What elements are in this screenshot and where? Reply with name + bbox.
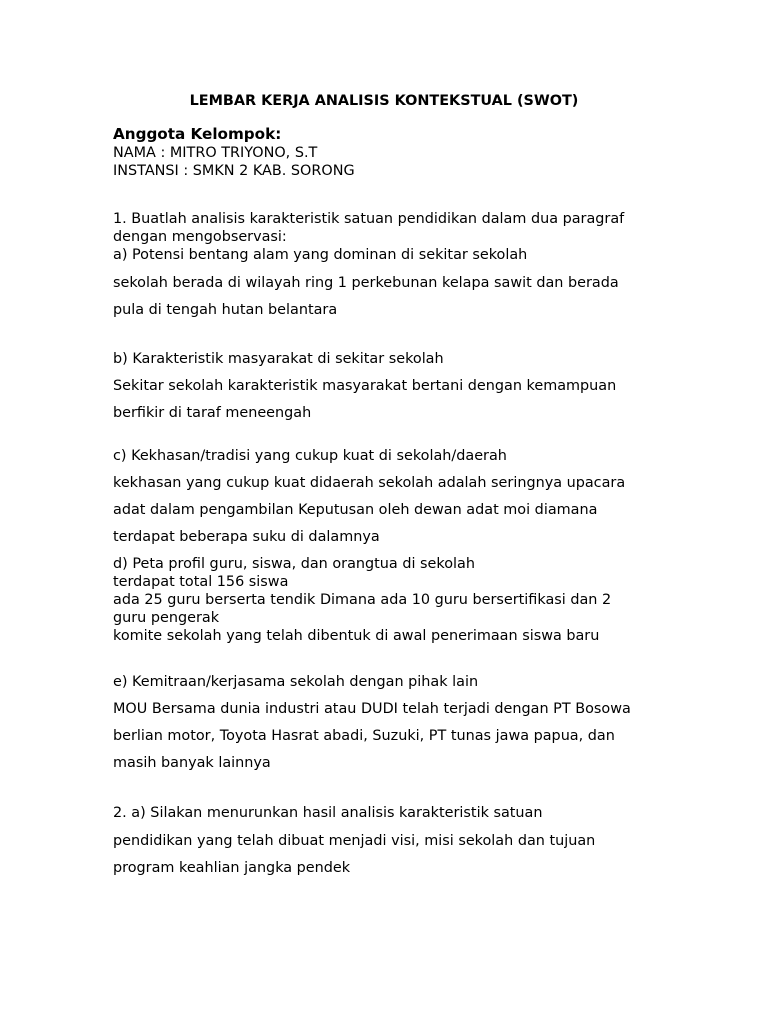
question-2-line-cont: pendidikan yang telah dibuat menjadi visi, misi sekolah dan tujuan bbox=[113, 833, 596, 849]
item-b-answer: Sekitar sekolah karakteristik masyarakat bertani dengan kemampuan bbox=[113, 378, 617, 394]
item-d-answer-cont-3: komite sekolah yang telah dibentuk di awal penerimaan siswa baru bbox=[113, 628, 600, 644]
item-e-answer-cont-2: masih banyak lainnya bbox=[113, 755, 271, 771]
document-title: LEMBAR KERJA ANALISIS KONTEKSTUAL (SWOT) bbox=[189, 93, 579, 109]
item-c-answer-cont: adat dalam pengambilan Keputusan oleh dewan adat moi diamana bbox=[113, 502, 598, 518]
group-members-label: Anggota Kelompok: bbox=[113, 125, 282, 143]
question-1-intro: 1. Buatlah analisis karakteristik satuan pendidikan dalam dua paragraf bbox=[113, 211, 625, 227]
question-2-line-cont-2: program keahlian jangka pendek bbox=[113, 860, 351, 876]
question-1-intro-cont: dengan mengobservasi: bbox=[113, 229, 287, 245]
question-2-line: 2. a) Silakan menurunkan hasil analisis karakteristik satuan bbox=[113, 805, 543, 821]
item-a-answer: sekolah berada di wilayah ring 1 perkebunan kelapa sawit dan berada bbox=[113, 275, 619, 291]
item-b-answer-cont: berfikir di taraf meneengah bbox=[113, 405, 312, 421]
item-d-answer-cont: ada 25 guru berserta tendik Dimana ada 10 guru bersertifikasi dan 2 bbox=[113, 592, 612, 608]
item-d-answer: terdapat total 156 siswa bbox=[113, 574, 289, 590]
item-d-answer-cont-2: guru pengerak bbox=[113, 610, 220, 626]
institution-line: INSTANSI : SMKN 2 KAB. SORONG bbox=[113, 163, 355, 179]
item-d-label: d) Peta profil guru, siswa, dan orangtua di sekolah bbox=[113, 556, 475, 572]
item-c-label: c) Kekhasan/tradisi yang cukup kuat di sekolah/daerah bbox=[113, 448, 507, 464]
item-e-answer: MOU Bersama dunia industri atau DUDI telah terjadi dengan PT Bosowa bbox=[113, 701, 631, 717]
name-line: NAMA : MITRO TRIYONO, S.T bbox=[113, 145, 318, 161]
item-c-answer-cont-2: terdapat beberapa suku di dalamnya bbox=[113, 529, 380, 545]
item-b-label: b) Karakteristik masyarakat di sekitar sekolah bbox=[113, 351, 444, 367]
item-c-answer: kekhasan yang cukup kuat didaerah sekolah adalah seringnya upacara bbox=[113, 475, 626, 491]
item-e-answer-cont: berlian motor, Toyota Hasrat abadi, Suzuki, PT tunas jawa papua, dan bbox=[113, 728, 615, 744]
item-a-answer-cont: pula di tengah hutan belantara bbox=[113, 302, 338, 318]
item-e-label: e) Kemitraan/kerjasama sekolah dengan pihak lain bbox=[113, 674, 479, 690]
item-a-label: a) Potensi bentang alam yang dominan di sekitar sekolah bbox=[113, 247, 528, 263]
